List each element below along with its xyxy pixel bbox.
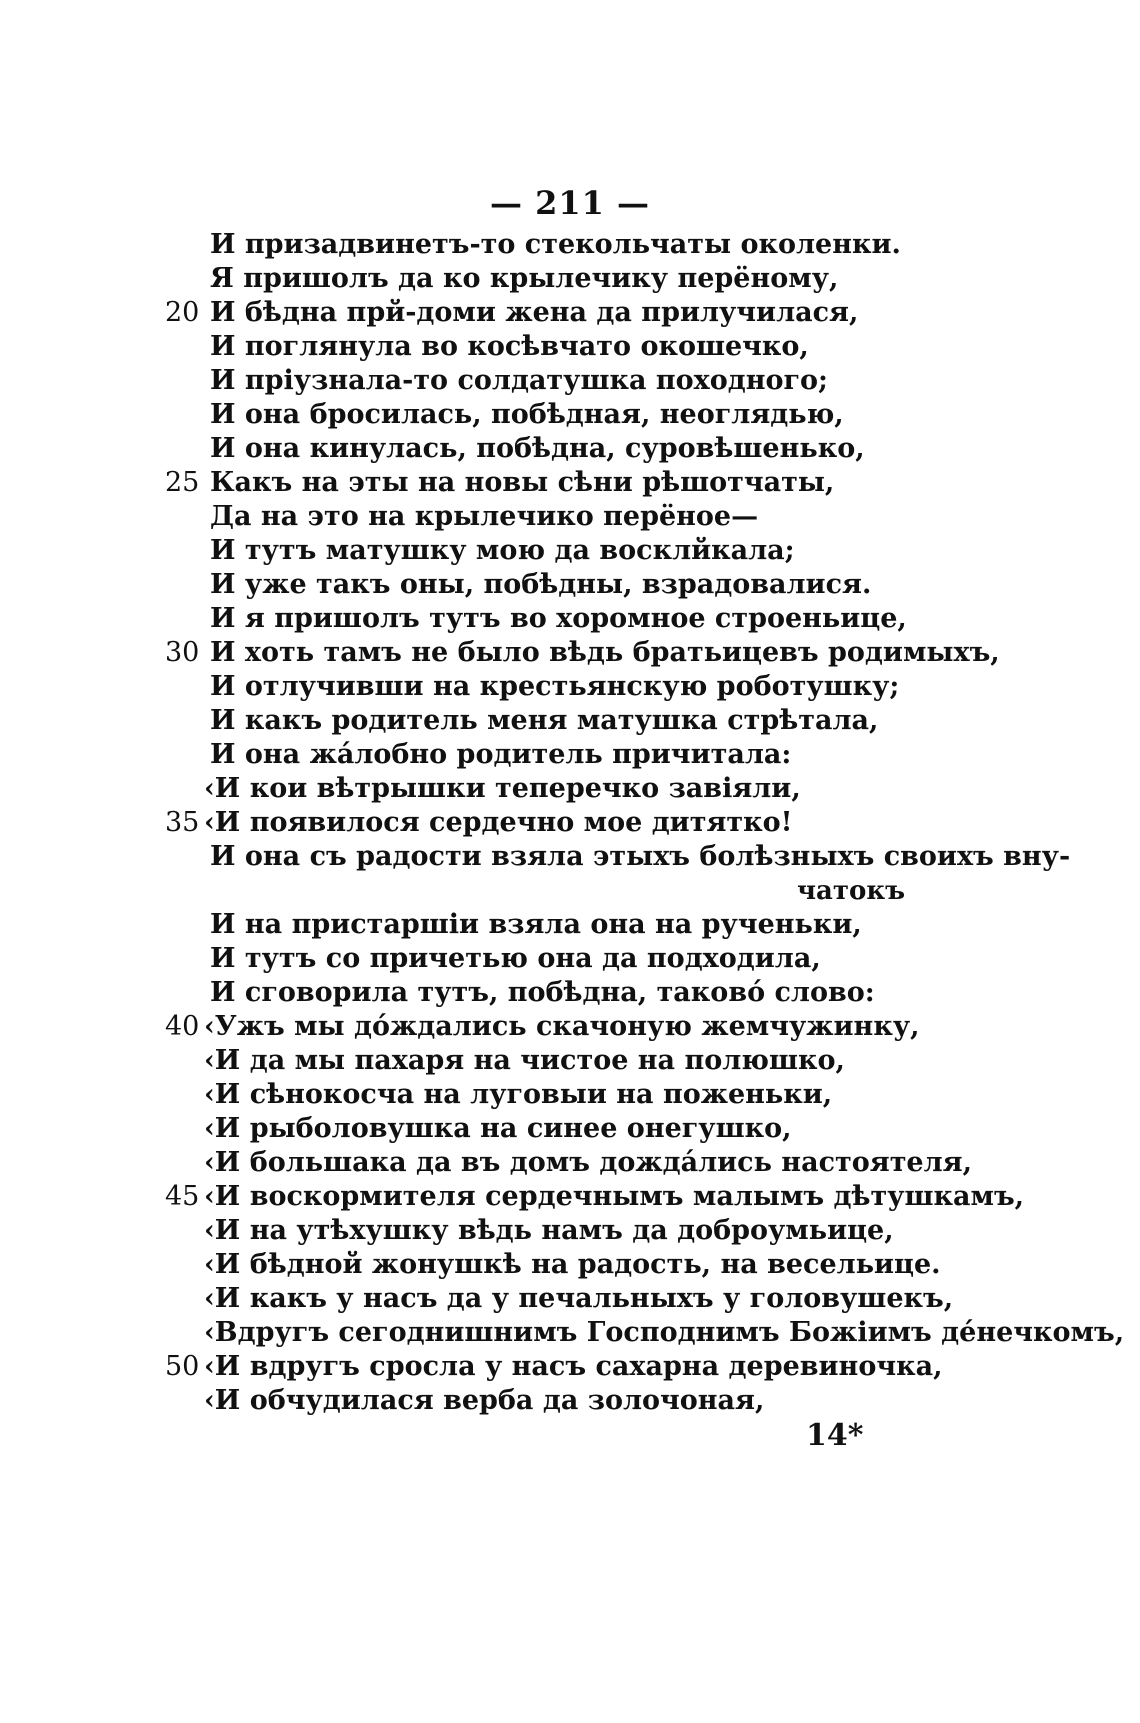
line-text: И сговорила тутъ, побѣдна, таковó слово: [210, 977, 875, 1008]
line-text: Какъ на эты на новы сѣни рѣшотчаты, [210, 467, 835, 498]
line-number: 25 [165, 467, 200, 498]
line-text: ‹Ужъ мы дóждались скачоную жемчужинку, [204, 1011, 920, 1042]
verse-line [0, 534, 1140, 568]
verse-line [0, 1078, 1140, 1112]
line-text: И на пристаршiи взяла она на рученьки, [210, 909, 862, 940]
verse-line [0, 772, 1140, 806]
verse-line [0, 1248, 1140, 1282]
verse-line [0, 1044, 1140, 1078]
line-number: 50 [165, 1351, 200, 1382]
verse-line [0, 704, 1140, 738]
line-number: 30 [165, 637, 200, 668]
line-text: ‹И да мы пахаря на чистое на полюшко, [204, 1045, 845, 1076]
verse-line [0, 432, 1140, 466]
verse-line [0, 568, 1140, 602]
verse-line [0, 976, 1140, 1010]
verse-line [0, 1316, 1140, 1350]
verse-line [0, 296, 1140, 330]
line-text: ‹И какъ у насъ да у печальныхъ у головушекъ, [204, 1283, 954, 1314]
verse-line [0, 908, 1140, 942]
line-text: И тутъ со причетью она да подходила, [210, 943, 821, 974]
verse-line [0, 262, 1140, 296]
verse-line [0, 398, 1140, 432]
line-text: И хоть тамъ не было вѣдь братьицевъ родимыхъ, [210, 637, 1000, 668]
verse-line [0, 602, 1140, 636]
line-number: 40 [165, 1011, 200, 1042]
line-text: ‹И на утѣхушку вѣдь намъ да доброумьице, [204, 1215, 894, 1246]
hyphenated-continuation [0, 874, 1140, 908]
verse-line [0, 500, 1140, 534]
line-text: И прiузнала-то солдатушка походного; [210, 365, 829, 396]
line-text: И призадвинетъ-то стекольчаты околенки. [210, 229, 901, 260]
verse-line [0, 330, 1140, 364]
verse-line [0, 806, 1140, 840]
line-number: 20 [165, 297, 200, 328]
line-text: И уже такъ оны, побѣдны, взрадовалися. [210, 569, 872, 600]
line-number: 35 [165, 807, 200, 838]
line-text: И я пришолъ тутъ во хоромное строеньице, [210, 603, 907, 634]
page-number-header: — 211 — [489, 184, 651, 222]
verse-line [0, 466, 1140, 500]
verse-line [0, 1282, 1140, 1316]
line-text: ‹И большака да въ домъ дождáлись настоятеля, [204, 1147, 972, 1178]
printer-signature-mark: 14* [806, 1418, 864, 1453]
line-text: И она кинулась, побѣдна, суровѣшенько, [210, 433, 865, 464]
verse-line [0, 1010, 1140, 1044]
line-text: ‹И воскормителя сердечнымъ малымъ дѣтушкамъ, [204, 1181, 1025, 1212]
verse-line [0, 738, 1140, 772]
line-text: ‹И появилося сердечно мое дитятко! [204, 807, 793, 838]
verse-line [0, 1146, 1140, 1180]
line-text: И она съ радости взяла этыхъ болѣзныхъ своихъ вну- [210, 841, 1071, 872]
line-text: И какъ родитель меня матушка стрѣтала, [210, 705, 879, 736]
verse-line [0, 364, 1140, 398]
verse-line [0, 636, 1140, 670]
verse-line [0, 228, 1140, 262]
verse-line [0, 942, 1140, 976]
line-text: И отлучивши на крестьянскую роботушку; [210, 671, 900, 702]
line-text: ‹И сѣнокосча на луговыи на поженьки, [204, 1079, 833, 1110]
verse-line [0, 1112, 1140, 1146]
continuation-text: чатокъ [797, 876, 906, 906]
line-text: ‹И рыболовушка на синее онегушко, [204, 1113, 792, 1144]
verse-line [0, 1180, 1140, 1214]
line-text: И она бросилась, побѣдная, неoглядью, [210, 399, 844, 430]
line-text: ‹И кои вѣтрышки теперечко завiяли, [204, 773, 801, 804]
line-text: И она жáлобно родитель причитала: [210, 739, 792, 770]
line-text: Да на это на крылечико перёное— [210, 501, 759, 532]
verse-block [0, 228, 1140, 1418]
line-text: И тутъ матушку мою да восклйкала; [210, 535, 795, 566]
verse-line [0, 1350, 1140, 1384]
line-number: 45 [165, 1181, 200, 1212]
line-text: ‹Вдругъ сегоднишнимъ Господнимъ Божiимъ дéнечкомъ, [204, 1317, 1125, 1348]
line-text: ‹И вдругъ сросла у насъ сахарна деревиночка, [204, 1351, 943, 1382]
line-text: ‹И обчудилася верба да золочоная, [204, 1385, 765, 1416]
verse-line [0, 840, 1140, 874]
verse-line [0, 1214, 1140, 1248]
line-text: ‹И бѣдной жонушкѣ на радость, на весельице. [204, 1249, 941, 1280]
verse-line [0, 670, 1140, 704]
line-text: И поглянула во косѣвчато окошечко, [210, 331, 809, 362]
line-text: Я пришолъ да ко крылечику перёному, [210, 263, 839, 294]
line-text: И бѣдна прй-доми жена да прилучилася, [210, 297, 859, 328]
verse-line [0, 1384, 1140, 1418]
